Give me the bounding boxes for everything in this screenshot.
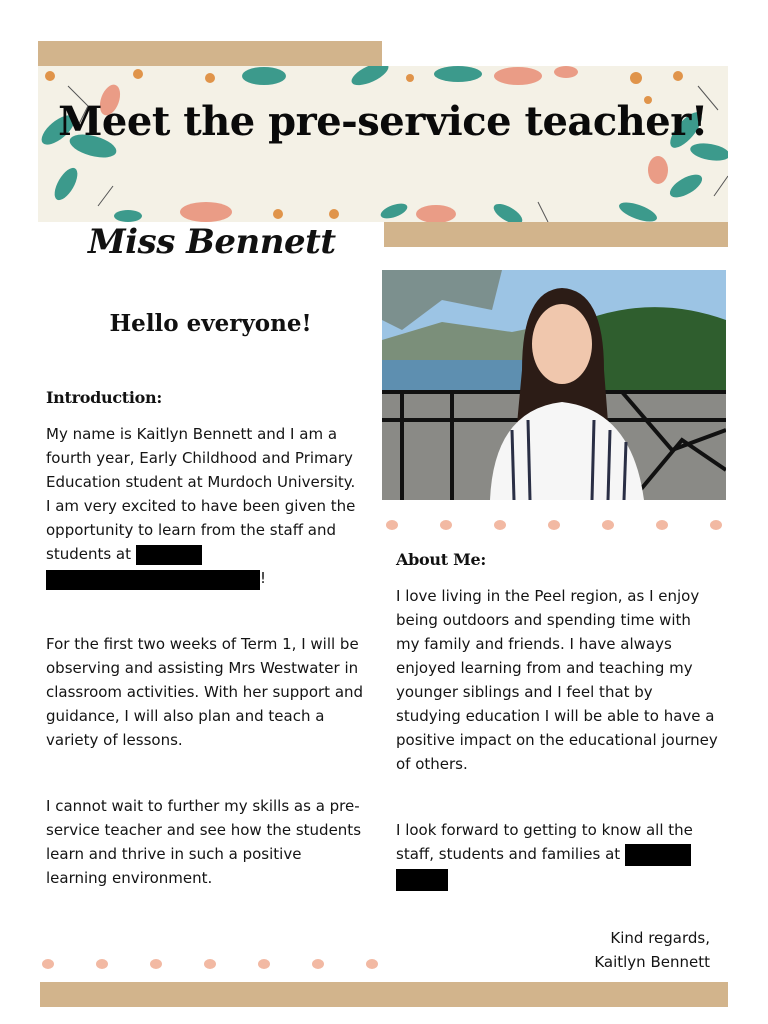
bottom-accent-bar [40,982,728,1007]
intro-text-1: My name is Kaitlyn Bennett and I am a fourth year, Early Childhood and Primary Education student at Murdoch University. I am very excited to have been given the opportunity to learn from the staff and students at [46,425,356,563]
about-paragraph-2 [396,818,718,891]
dot [440,520,452,530]
dot [602,520,614,530]
decorative-dots-top [386,520,722,530]
teacher-name: Miss Bennett [88,222,336,262]
signoff [560,926,710,974]
dot [258,959,270,969]
about-text-2: I look forward to getting to know all the staff, students and families at [396,821,693,863]
introduction-paragraph-3: I cannot wait to further my skills as a pre-service teacher and see how the students learn and thrive in such a positive learning environment. [46,797,362,887]
flower-icon [133,69,143,79]
petal-icon [648,156,668,184]
leaf-icon [491,200,526,222]
leaf-icon [242,67,286,85]
top-left-accent-bar [38,41,382,66]
dot [494,520,506,530]
dot [204,959,216,969]
flower-icon [45,71,55,81]
about-heading: About Me: [396,550,486,569]
flower-icon [630,72,642,84]
leaf-icon [50,164,82,203]
redacted-block [396,869,448,891]
signoff-line-2: Kaitlyn Bennett [594,953,710,971]
dot [366,959,378,969]
flower-icon [329,209,339,219]
petal-icon [416,205,456,222]
introduction-heading: Introduction: [46,388,162,407]
petal-icon [554,66,578,78]
leaf-icon [434,66,482,82]
redacted-block [625,844,691,866]
signoff-line-1: Kind regards, [610,929,710,947]
redacted-block [46,570,260,590]
greeting-heading: Hello everyone! [109,310,312,337]
leaf-icon [379,201,409,222]
petal-icon [494,67,542,85]
header-banner [38,66,728,222]
intro-text-1-end: ! [260,569,267,587]
petal-icon [180,202,232,222]
dot [656,520,668,530]
dot [96,959,108,969]
introduction-paragraph-2: For the first two weeks of Term 1, I will be observing and assisting Mrs Westwater in classroom activities. With her support and guidance, I will also plan and teach a variety of lessons. [46,635,364,749]
leaf-icon [348,66,391,90]
flower-icon [273,209,283,219]
dot [548,520,560,530]
about-paragraph-1: I love living in the Peel region, as I enjoy being outdoors and spending time with my family and friends. I have always enjoyed learning from and teaching my younger siblings and I feel that by studying education I will be able to have a positive impact on the educational journey of others. [396,587,718,773]
dot [386,520,398,530]
decorative-dots-bottom [42,959,378,969]
redacted-block [136,545,202,565]
right-accent-bar [384,222,728,247]
flower-icon [673,71,683,81]
teacher-photo [382,270,726,500]
stem-icon [98,186,113,206]
page-title: Meet the pre-service teacher! [58,98,708,145]
leaf-icon [666,170,705,202]
stem-icon [714,176,728,196]
introduction-paragraph-1 [46,422,364,590]
dot [312,959,324,969]
flower-icon [205,73,215,83]
dot [710,520,722,530]
leaf-icon [114,210,142,222]
leaf-icon [617,199,659,222]
stem-icon [538,202,548,222]
dot [150,959,162,969]
photo-illustration [382,270,726,500]
dot [42,959,54,969]
flower-icon [406,74,414,82]
